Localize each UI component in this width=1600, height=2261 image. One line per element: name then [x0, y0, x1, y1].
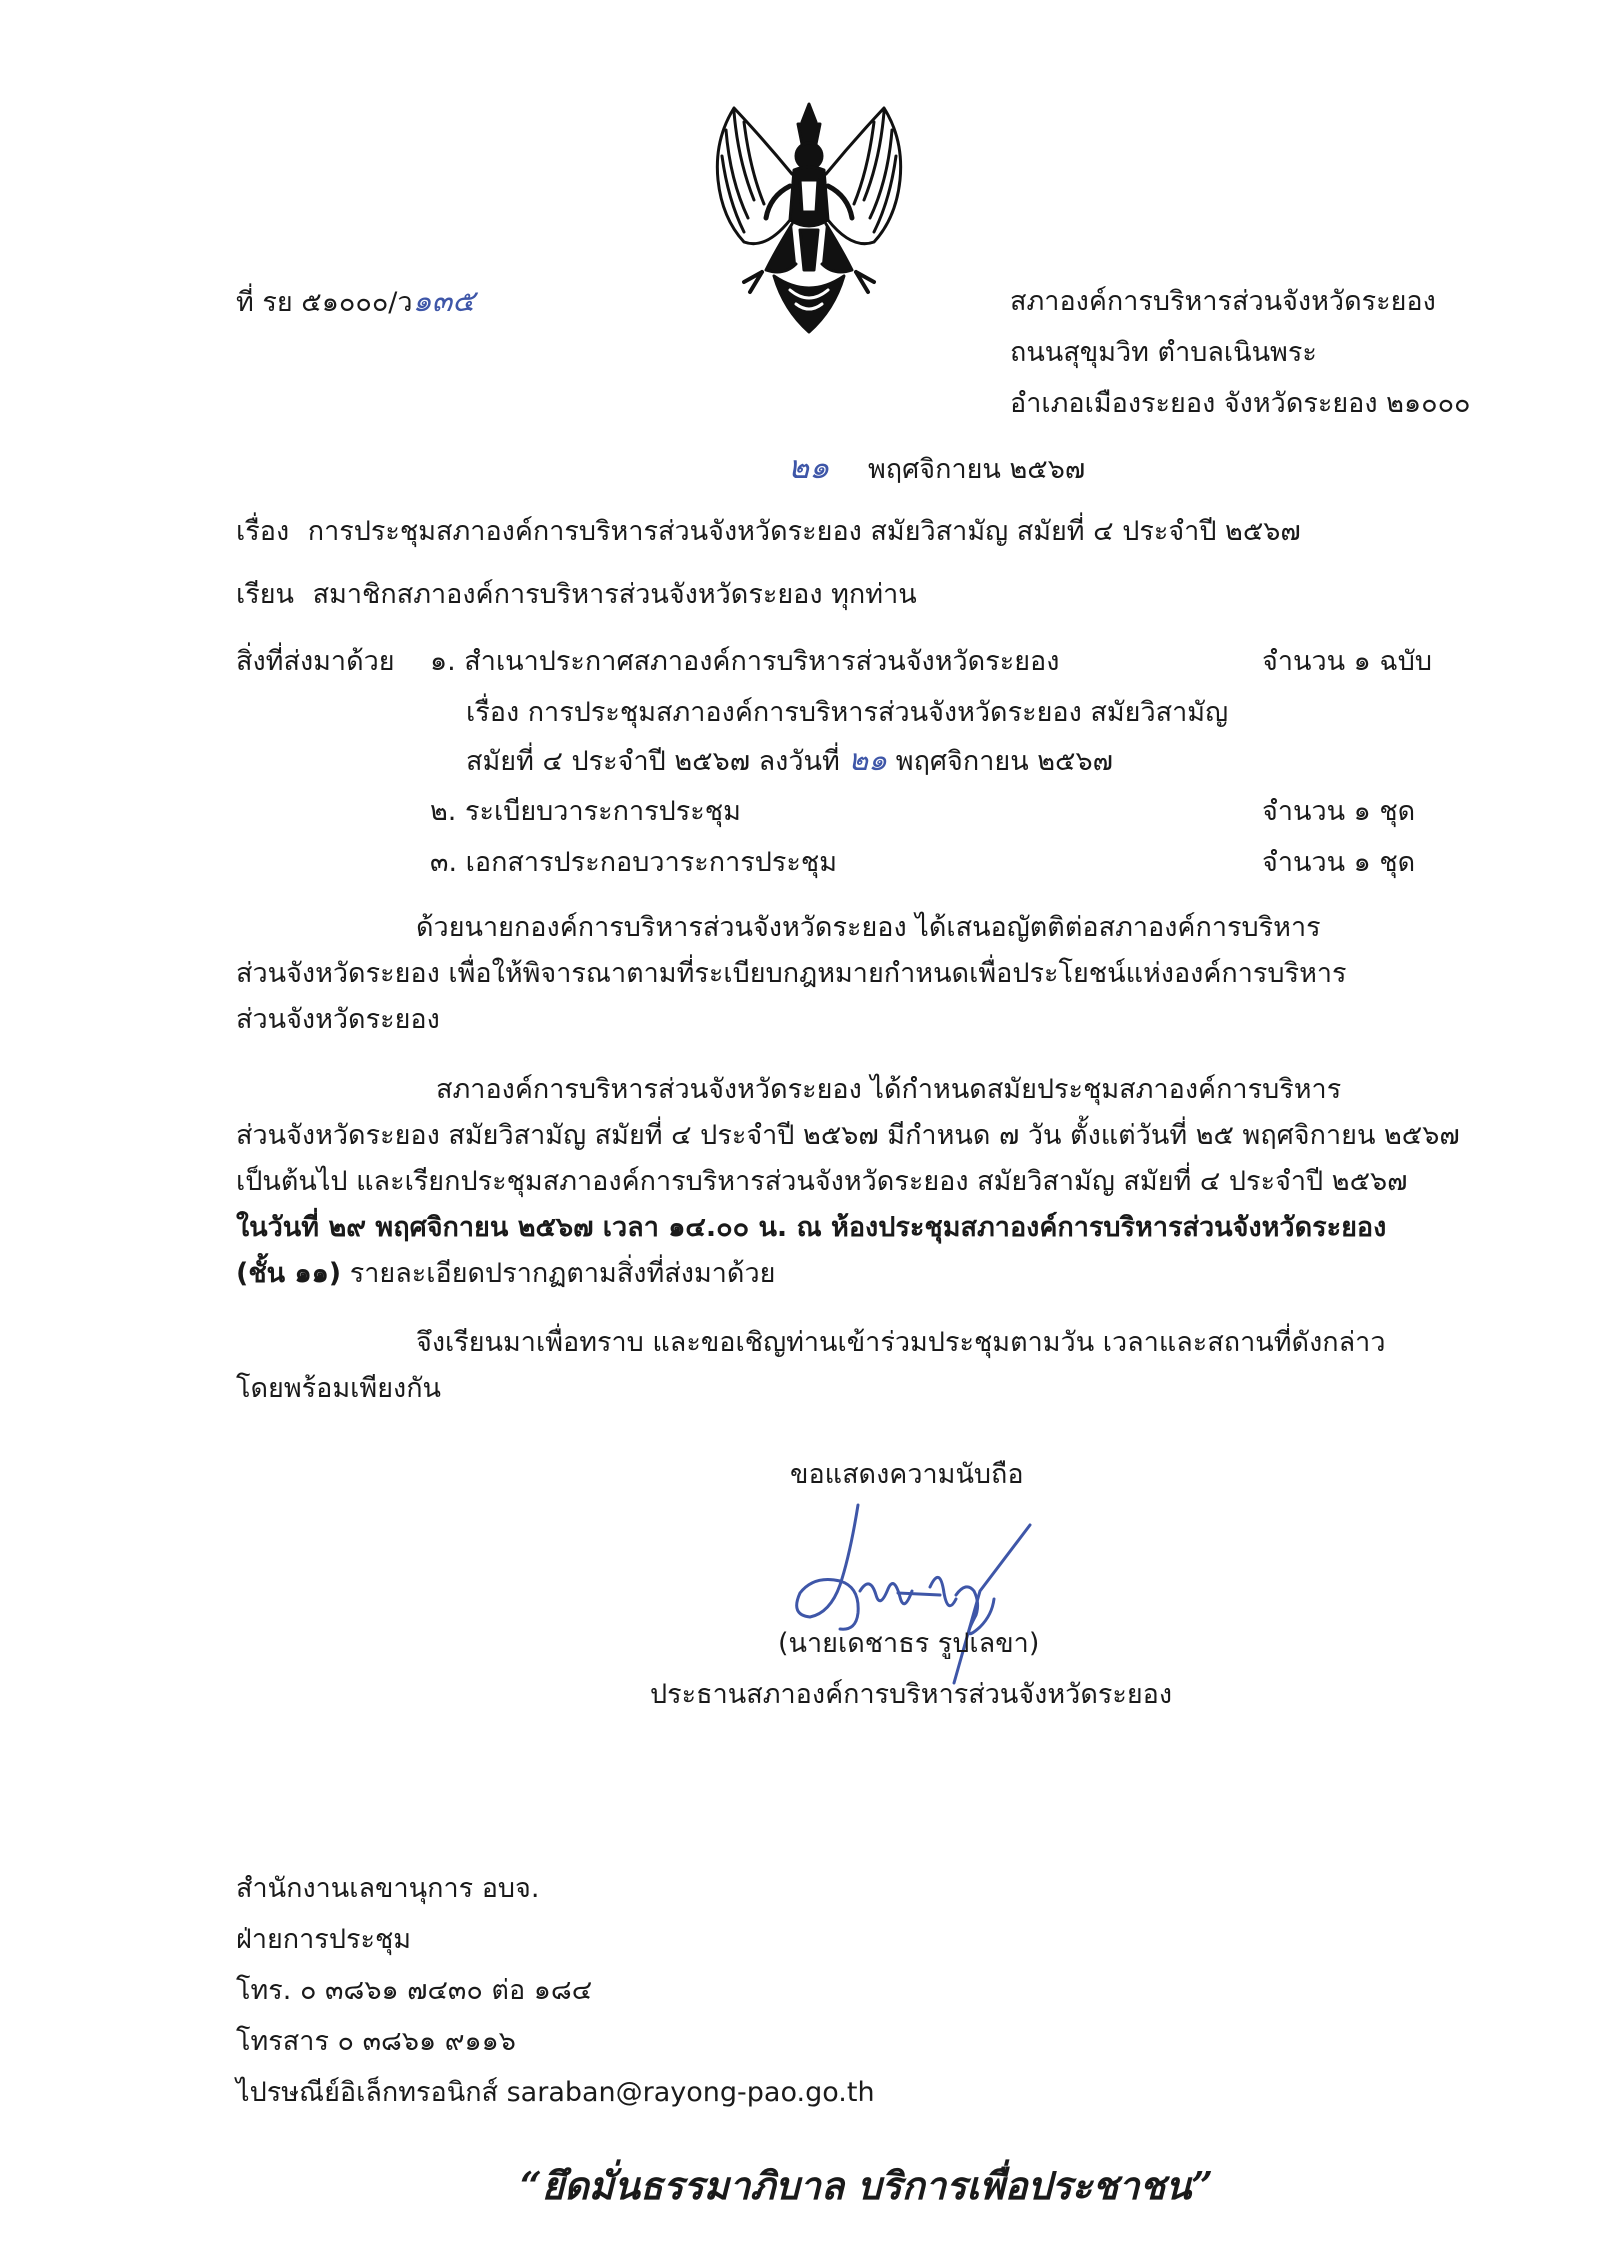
closing-salutation: ขอแสดงความนับถือ — [790, 1459, 1024, 1490]
subject-text: การประชุมสภาองค์การบริหารส่วนจังหวัดระยอง สมัยวิสามัญ สมัยที่ ๔ ประจำปี ๒๕๖๗ — [307, 516, 1301, 547]
enclosure-3-line-1: ๓. เอกสารประกอบวาระการประชุม — [430, 847, 838, 878]
subject-line — [236, 515, 1301, 549]
sender-address-line-2: ถนนสุขุมวิท ตำบลเนินพระ — [1010, 337, 1317, 368]
sender-address-line-3: อำเภอเมืองระยอง จังหวัดระยอง ๒๑๐๐๐ — [1010, 388, 1471, 419]
signer-position: ประธานสภาองค์การบริหารส่วนจังหวัดระยอง — [650, 1679, 1173, 1710]
thai-garuda-emblem-icon — [704, 100, 914, 340]
paragraph-3-line-1: จึงเรียนมาเพื่อทราบ และขอเชิญท่านเข้าร่วมประชุมตามวัน เวลาและสถานที่ดังกล่าว — [416, 1327, 1386, 1358]
enclosure-1-line-3-text: สมัยที่ ๔ ประจำปี ๒๕๖๗ ลงวันที่ — [466, 746, 840, 777]
reference-prefix: ที่ รย ๕๑๐๐๐/ว — [236, 287, 413, 318]
date-month-year: พฤศจิกายน ๒๕๖๗ — [868, 454, 1086, 485]
paragraph-1-line-3: ส่วนจังหวัดระยอง — [236, 1004, 440, 1035]
enclosure-1-month-year: พฤศจิกายน ๒๕๖๗ — [895, 746, 1113, 777]
body-paragraph-1 — [236, 905, 1450, 1043]
sender-address-line-1: สภาองค์การบริหารส่วนจังหวัดระยอง — [1010, 286, 1436, 317]
paragraph-2-line-3: เป็นต้นไป และเรียกประชุมสภาองค์การบริหารส่วนจังหวัดระยอง สมัยวิสามัญ สมัยที่ ๔ ประจำปี ๒๕๖๗ — [236, 1166, 1408, 1197]
footer-division: ฝ่ายการประชุม — [236, 1924, 412, 1955]
paragraph-2-line-1: สภาองค์การบริหารส่วนจังหวัดระยอง ได้กำหนดสมัยประชุมสภาองค์การบริหาร — [436, 1074, 1342, 1105]
paragraph-2-details: รายละเอียดปรากฏตามสิ่งที่ส่งมาด้วย — [341, 1258, 776, 1289]
paragraph-2-line-2: ส่วนจังหวัดระยอง สมัยวิสามัญ สมัยที่ ๔ ประจำปี ๒๕๖๗ มีกำหนด ๗ วัน ตั้งแต่วันที่ ๒๕ พฤศจิกายน ๒๕๖๗ — [236, 1120, 1460, 1151]
footer-email: ไปรษณีย์อิเล็กทรอนิกส์ saraban@rayong-pao.go.th — [236, 2077, 875, 2108]
enclosure-1-line-2: เรื่อง การประชุมสภาองค์การบริหารส่วนจังหวัดระยอง สมัยวิสามัญ — [466, 697, 1229, 728]
enclosure-1-quantity: จำนวน ๑ ฉบับ — [1262, 646, 1433, 677]
recipient-text: สมาชิกสภาองค์การบริหารส่วนจังหวัดระยอง ทุกท่าน — [312, 579, 917, 610]
recipient-label: เรียน — [236, 579, 295, 610]
enclosures-label: สิ่งที่ส่งมาด้วย — [236, 646, 395, 677]
enclosure-2-quantity: จำนวน ๑ ชุด — [1262, 796, 1416, 827]
paragraph-2-floor: (ชั้น ๑๑) — [236, 1258, 342, 1289]
subject-label: เรื่อง — [236, 516, 290, 547]
body-paragraph-2 — [236, 1067, 1460, 1297]
recipient-line — [236, 578, 917, 612]
paragraph-2-line-4: ในวันที่ ๒๙ พฤศจิกายน ๒๕๖๗ เวลา ๑๔.๐๐ น. ณ ห้องประชุมสภาองค์การบริหารส่วนจังหวัดระยอง — [236, 1212, 1387, 1243]
paragraph-3-line-2: โดยพร้อมเพียงกัน — [236, 1373, 442, 1404]
letter-date — [788, 450, 1085, 487]
footer-office: สำนักงานเลขานุการ อบจ. — [236, 1873, 540, 1904]
body-paragraph-3 — [236, 1320, 1450, 1412]
enclosure-1-line-1: ๑. สำเนาประกาศสภาองค์การบริหารส่วนจังหวัดระยอง — [430, 646, 1060, 677]
motto: “ยึดมั่นธรรมาภิบาล บริการเพื่อประชาชน” — [520, 2163, 1214, 2208]
signer-name: (นายเดชาธร รูปเลขา) — [778, 1628, 1040, 1659]
date-day-handwritten: ๒๑ — [788, 448, 830, 486]
paragraph-1-line-1: ด้วยนายกองค์การบริหารส่วนจังหวัดระยอง ได้เสนอญัตติต่อสภาองค์การบริหาร — [416, 912, 1321, 943]
reference-number-handwritten: ๑๓๕ — [412, 284, 475, 319]
enclosure-2-line-1: ๒. ระเบียบวาระการประชุม — [430, 796, 741, 827]
paragraph-1-line-2: ส่วนจังหวัดระยอง เพื่อให้พิจารณาตามที่ระเบียบกฎหมายกำหนดเพื่อประโยชน์แห่งองค์การบริหาร — [236, 958, 1347, 989]
enclosure-1-line-3 — [466, 744, 1113, 779]
enclosure-3-quantity: จำนวน ๑ ชุด — [1262, 847, 1416, 878]
footer-fax: โทรสาร ๐ ๓๘๖๑ ๙๑๑๖ — [236, 2026, 516, 2057]
reference-number — [236, 285, 475, 320]
paragraph-2-line-5 — [236, 1251, 1450, 1297]
footer-phone: โทร. ๐ ๓๘๖๑ ๗๔๓๐ ต่อ ๑๘๔ — [236, 1975, 593, 2006]
enclosure-1-day-handwritten: ๒๑ — [848, 743, 888, 778]
